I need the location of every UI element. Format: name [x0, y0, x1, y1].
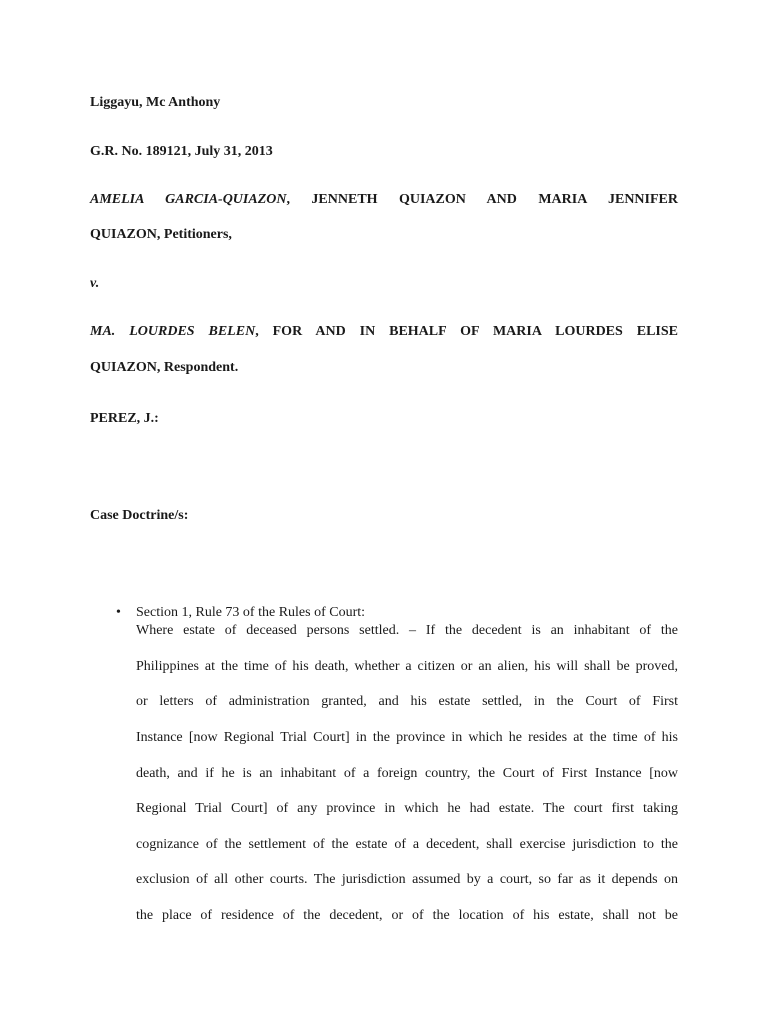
respondent-italic-name: MA. LOURDES BELEN: [90, 324, 256, 339]
petitioners-line-1: [90, 191, 678, 209]
versus-label: v.: [90, 276, 100, 291]
petitioners-line-2: QUIAZON, Petitioners,: [90, 227, 232, 242]
bullet-icon: •: [116, 605, 121, 620]
petitioner-italic-name: AMELIA GARCIA-QUIAZON: [90, 192, 287, 207]
respondent-rest: , FOR AND IN BEHALF OF MARIA LOURDES ELISE: [255, 324, 678, 339]
doctrine-heading: Case Doctrine/s:: [90, 508, 189, 523]
ponente: PEREZ, J.:: [90, 411, 159, 426]
doctrine-line-2: Philippines at the time of his death, whether a citizen or an alien, his will shall be proved,: [136, 659, 678, 674]
doctrine-line-1: Where estate of deceased persons settled. – If the decedent is an inhabitant of the: [136, 623, 678, 638]
bullet-title: Section 1, Rule 73 of the Rules of Court:: [136, 605, 366, 620]
doctrine-line-4: Instance [now Regional Trial Court] in the province in which he resides at the time of his: [136, 730, 678, 745]
doctrine-line-7: cognizance of the settlement of the estate of a decedent, shall exercise jurisdiction to the: [136, 837, 678, 852]
doctrine-line-5: death, and if he is an inhabitant of a foreign country, the Court of First Instance [now: [136, 766, 678, 781]
doctrine-line-9: the place of residence of the decedent, or of the location of his estate, shall not be: [136, 908, 678, 923]
respondent-line-1: [90, 323, 678, 341]
case-number: G.R. No. 189121, July 31, 2013: [90, 144, 273, 159]
respondent-line-2: QUIAZON, Respondent.: [90, 360, 239, 375]
doctrine-line-3: or letters of administration granted, and his estate settled, in the Court of First: [136, 694, 678, 709]
author-name: Liggayu, Mc Anthony: [90, 95, 221, 110]
doctrine-line-8: exclusion of all other courts. The jurisdiction assumed by a court, so far as it depends on: [136, 872, 678, 887]
petitioners-rest: , JENNETH QUIAZON AND MARIA JENNIFER: [286, 192, 678, 207]
doctrine-line-6: Regional Trial Court] of any province in which he had estate. The court first taking: [136, 801, 678, 816]
